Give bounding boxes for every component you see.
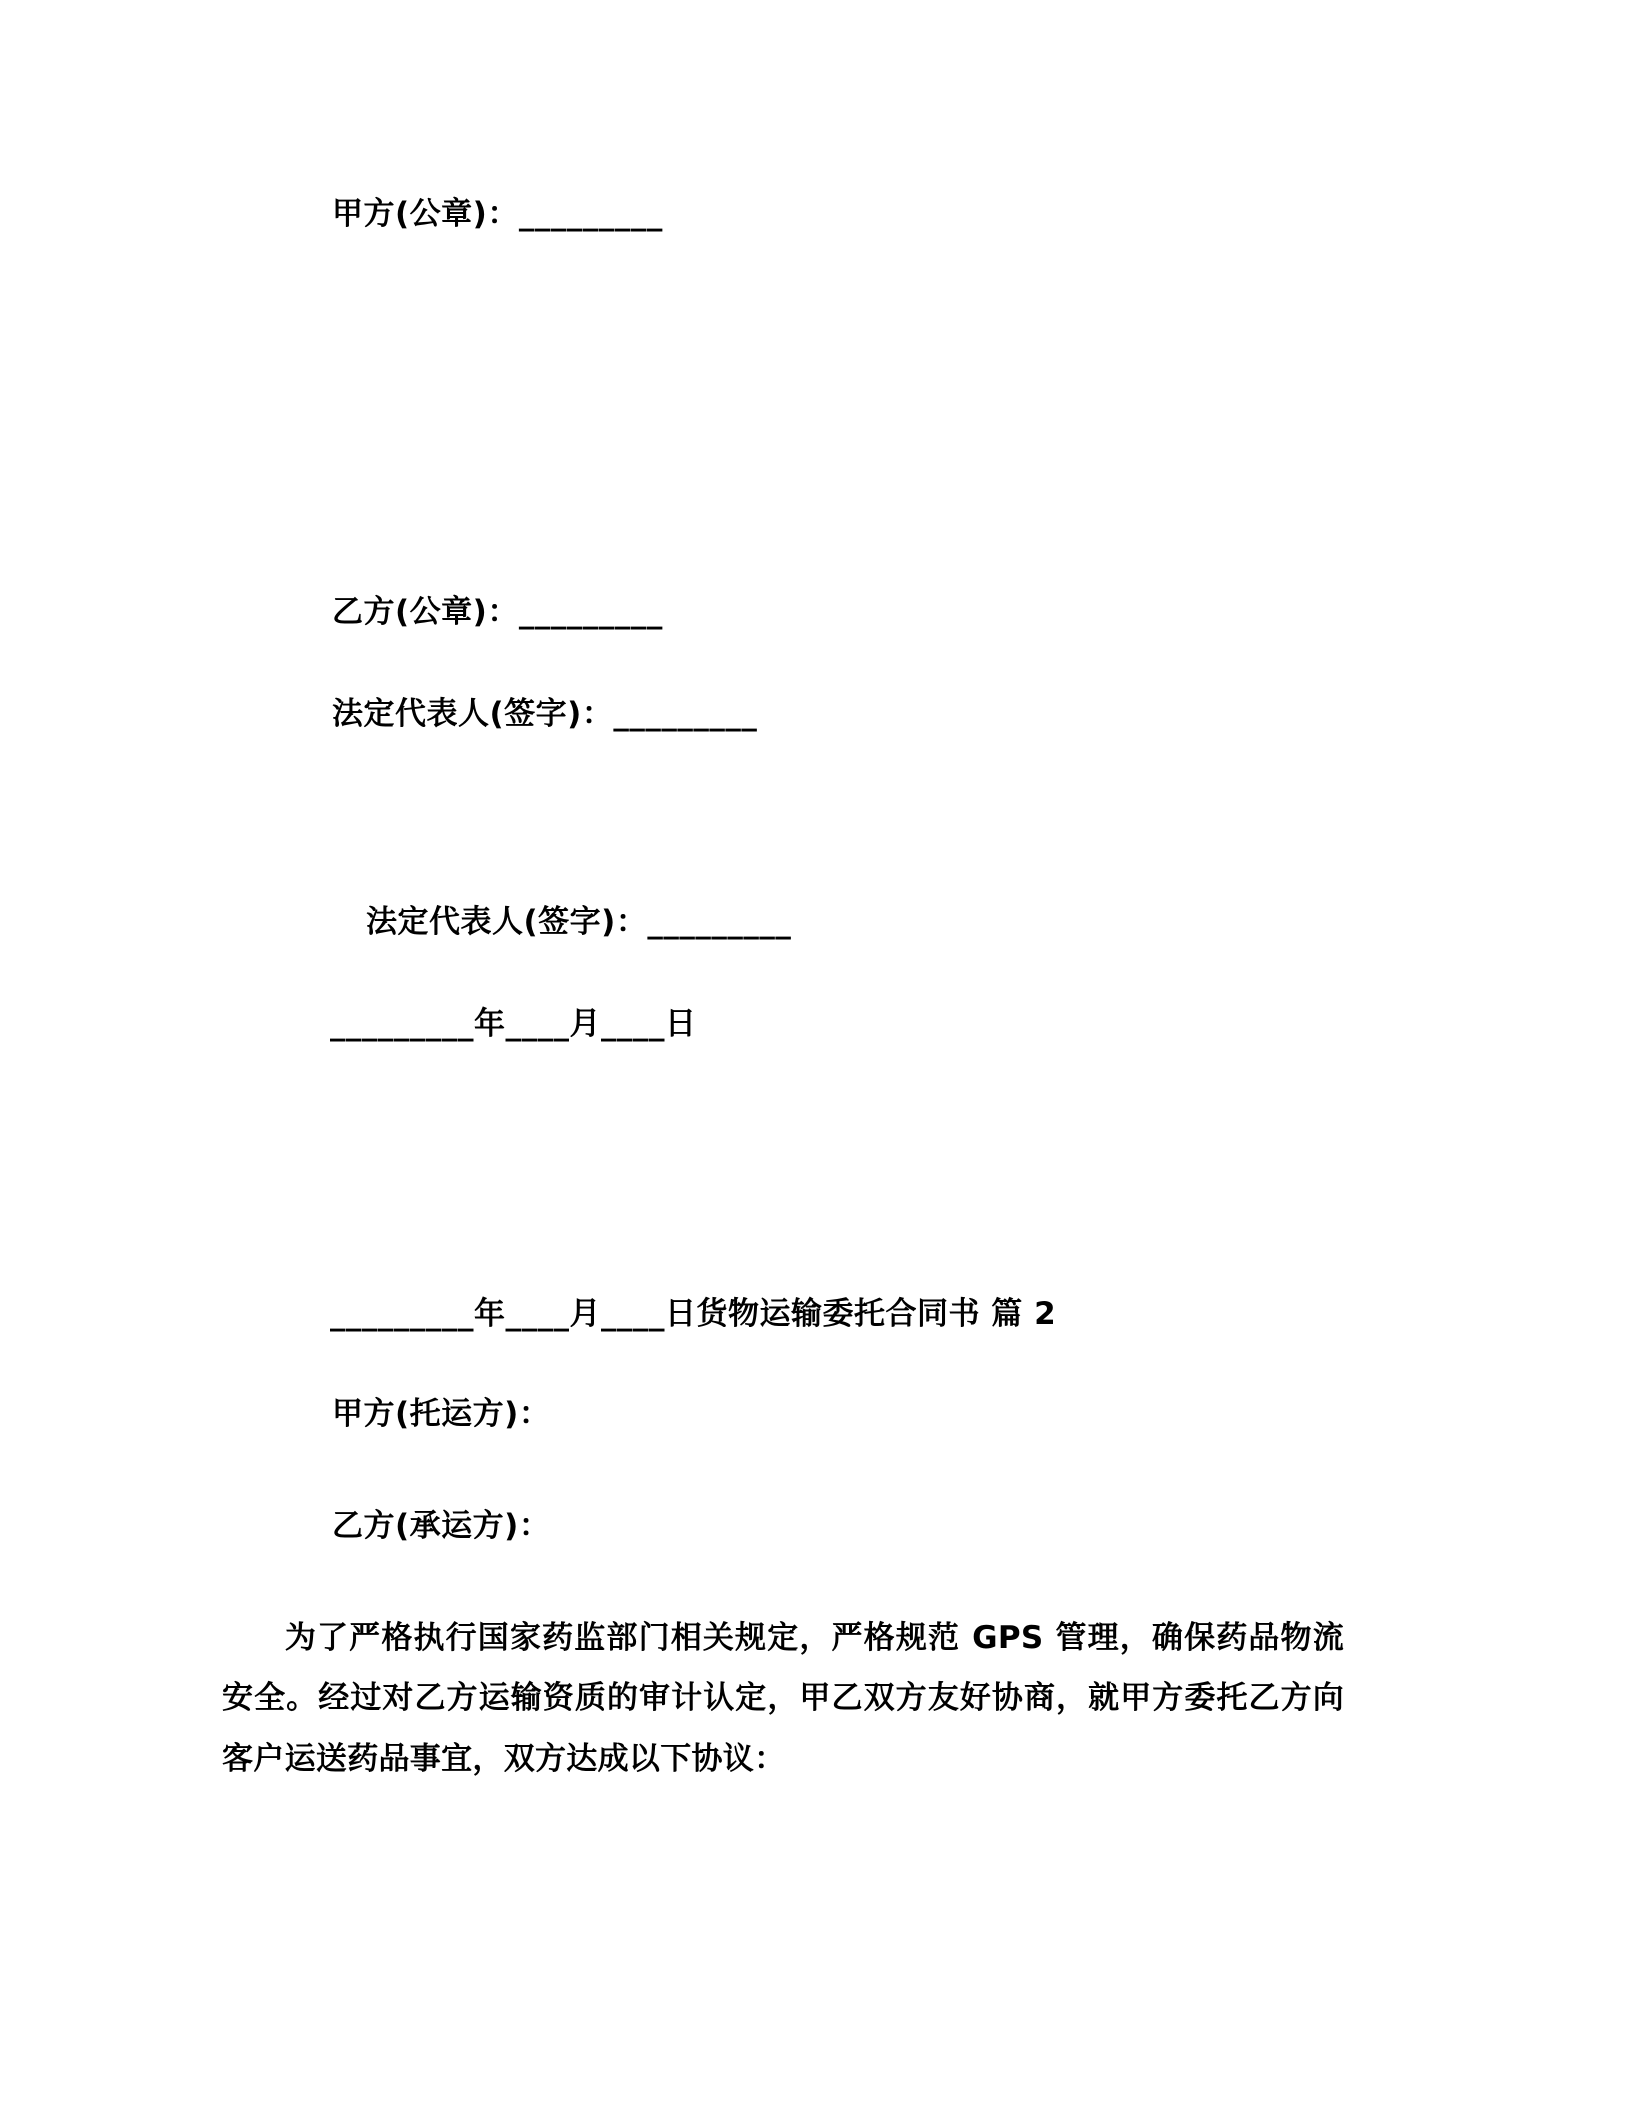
legal-representative-line-2: 法定代表人(签字)：_________ [366,904,792,940]
signature-date-line: _________年____月____日 [330,1006,697,1042]
party-b-carrier-label: 乙方(承运方)： [332,1508,551,1544]
party-a-consignor-label: 甲方(托运方)： [332,1396,551,1432]
party-a-seal-line: 甲方(公章)：_________ [332,196,663,232]
legal-representative-line-1: 法定代表人(签字)：_________ [332,696,758,732]
preamble-text: 为了严格执行国家药监部门相关规定，严格规范 GPS 管理，确保药品物流安全。经过对乙方运输资质的审计认定，甲乙双方友好协商，就甲方委托乙方向客户运送药品事宜，双方达成以下协议： [222,1620,1344,1777]
preamble-paragraph [222,1608,1344,1789]
section-title: _________年____月____日货物运输委托合同书 篇 2 [330,1296,1057,1332]
party-b-seal-line: 乙方(公章)：_________ [332,594,663,630]
